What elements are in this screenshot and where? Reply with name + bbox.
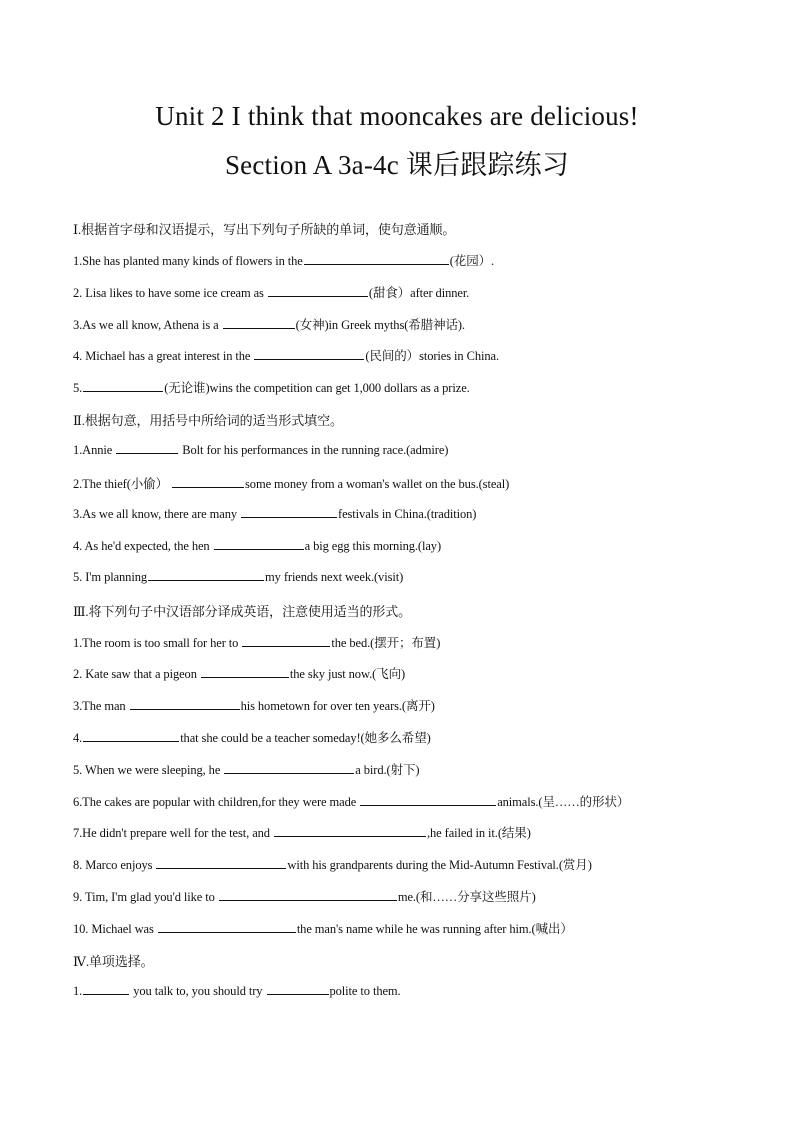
s3-q7-text-a: 7.He didn't prepare well for the test, and — [73, 826, 270, 840]
page-title-line1: Unit 2 I think that mooncakes are delicious! — [155, 101, 639, 131]
s3-q7-text-b: ,he failed in it.(结果) — [426, 826, 531, 840]
s3-q5-text-b: a bird.(射下) — [355, 763, 420, 777]
s2-q4 — [73, 538, 441, 554]
s3-q2-text-b: the sky just now.(飞向) — [289, 667, 406, 681]
s3-q3-blank[interactable] — [130, 698, 240, 710]
s2-q5-text-a: 5. I'm planning — [73, 570, 148, 584]
s2-q1 — [73, 442, 448, 458]
s3-q8 — [73, 855, 592, 873]
s3-q6-blank[interactable] — [360, 794, 496, 806]
s2-q3-blank[interactable] — [241, 506, 337, 518]
s1-q2-blank[interactable] — [268, 285, 368, 297]
s1-q3 — [73, 315, 465, 333]
s3-q9-text-b: me.(和……分享这些照片) — [397, 890, 536, 904]
s4-q1-text-c: polite to them. — [329, 984, 401, 998]
s3-q10 — [73, 919, 573, 937]
s3-q6-text-b: animals.(呈……的形状） — [497, 795, 630, 809]
s3-q8-blank[interactable] — [156, 857, 286, 869]
section-1-heading: Ⅰ.根据首字母和汉语提示，写出下列句子所缺的单词，使句意通顺。 — [73, 222, 456, 237]
s2-q5 — [73, 569, 403, 585]
s2-q3-text-b: festivals in China.(tradition) — [338, 507, 477, 521]
s3-q4-text-b: that she could be a teacher someday!(她多么希望) — [180, 731, 431, 745]
s4-q1 — [73, 983, 401, 999]
s1-q4-text-a: 4. Michael has a great interest in the — [73, 349, 251, 363]
s2-q4-text-b: a big egg this morning.(lay) — [304, 539, 442, 553]
s1-q1 — [73, 251, 494, 269]
s3-q6-text-a: 6.The cakes are popular with children,for they were made — [73, 795, 357, 809]
s3-q8-text-a: 8. Marco enjoys — [73, 858, 153, 872]
s3-q5 — [73, 760, 419, 778]
s3-q4-text-a: 4. — [73, 731, 83, 745]
s3-q1 — [73, 633, 440, 651]
section-4-heading: Ⅳ.单项选择。 — [73, 954, 154, 969]
s3-q9 — [73, 887, 536, 905]
s3-q9-blank[interactable] — [219, 889, 397, 901]
s4-q1-blank-2[interactable] — [267, 983, 329, 995]
s2-q1-text-a: 1.Annie — [73, 443, 113, 457]
s3-q4-blank[interactable] — [83, 730, 179, 742]
s4-q1-blank-1[interactable] — [83, 983, 129, 995]
s1-q5-text-a: 5. — [73, 381, 83, 395]
s2-q4-text-a: 4. As he'd expected, the hen — [73, 539, 210, 553]
s3-q3-text-b: his hometown for over ten years.(离开) — [240, 699, 435, 713]
s2-q2-text-a: 2.The thief(小偷） — [73, 477, 169, 491]
s1-q5-text-b: (无论谁)wins the competition can get 1,000 dollars as a prize. — [164, 381, 470, 395]
s2-q1-blank[interactable] — [116, 442, 178, 454]
s4-q1-text-b: you talk to, you should try — [133, 984, 263, 998]
s2-q3 — [73, 506, 476, 522]
s3-q10-text-a: 10. Michael was — [73, 922, 154, 936]
s3-q1-text-b: the bed.(摆开；布置) — [331, 636, 441, 650]
s3-q2-text-a: 2. Kate saw that a pigeon — [73, 667, 197, 681]
s1-q1-text-b: (花园）. — [449, 254, 495, 268]
s3-q6 — [73, 792, 629, 810]
s3-q9-text-a: 9. Tim, I'm glad you'd like to — [73, 890, 215, 904]
page-title-line2: Section A 3a-4c 课后跟踪练习 — [224, 150, 570, 180]
section-3-heading: Ⅲ.将下列句子中汉语部分译成英语，注意使用适当的形式。 — [73, 604, 412, 619]
s1-q1-blank[interactable] — [304, 253, 449, 265]
s3-q1-blank[interactable] — [242, 635, 330, 647]
s1-q3-text-b: (女神)in Greek myths(希腊神话). — [295, 318, 465, 332]
s3-q5-text-a: 5. When we were sleeping, he — [73, 763, 221, 777]
s3-q2 — [73, 664, 405, 682]
s3-q8-text-b: with his grandparents during the Mid-Autumn Festival.(赏月) — [287, 858, 592, 872]
s3-q3-text-a: 3.The man — [73, 699, 126, 713]
s2-q5-text-b: my friends next week.(visit) — [265, 570, 404, 584]
s2-q2-text-b: some money from a woman's wallet on the bus.(steal) — [245, 477, 510, 491]
s1-q2-text-b: (甜食）after dinner. — [368, 286, 470, 300]
s3-q3 — [73, 696, 435, 714]
s3-q7 — [73, 823, 531, 841]
s1-q4 — [73, 346, 499, 364]
s1-q4-text-b: (民间的）stories in China. — [365, 349, 499, 363]
s1-q5-blank[interactable] — [83, 380, 163, 392]
s1-q2 — [73, 283, 469, 301]
s1-q1-text-a: 1.She has planted many kinds of flowers in the — [73, 254, 303, 268]
s3-q7-blank[interactable] — [274, 825, 426, 837]
s4-q1-text-a: 1. — [73, 984, 83, 998]
s2-q1-text-b: Bolt for his performances in the running race.(admire) — [182, 443, 449, 457]
s3-q2-blank[interactable] — [201, 666, 289, 678]
section-2-heading: Ⅱ.根据句意，用括号中所给词的适当形式填空。 — [73, 413, 343, 428]
s1-q4-blank[interactable] — [254, 348, 364, 360]
s3-q10-blank[interactable] — [158, 921, 296, 933]
s1-q5 — [73, 378, 470, 396]
s1-q3-blank[interactable] — [223, 317, 295, 329]
s3-q1-text-a: 1.The room is too small for her to — [73, 636, 239, 650]
s3-q4 — [73, 728, 431, 746]
s2-q3-text-a: 3.As we all know, there are many — [73, 507, 237, 521]
s2-q2-blank[interactable] — [172, 476, 244, 488]
s1-q3-text-a: 3.As we all know, Athena is a — [73, 318, 219, 332]
s3-q5-blank[interactable] — [224, 762, 354, 774]
s3-q10-text-b: the man's name while he was running after him.(喊出） — [296, 922, 573, 936]
s2-q5-blank[interactable] — [148, 569, 264, 581]
s1-q2-text-a: 2. Lisa likes to have some ice cream as — [73, 286, 264, 300]
s2-q2 — [73, 474, 509, 492]
s2-q4-blank[interactable] — [214, 538, 304, 550]
